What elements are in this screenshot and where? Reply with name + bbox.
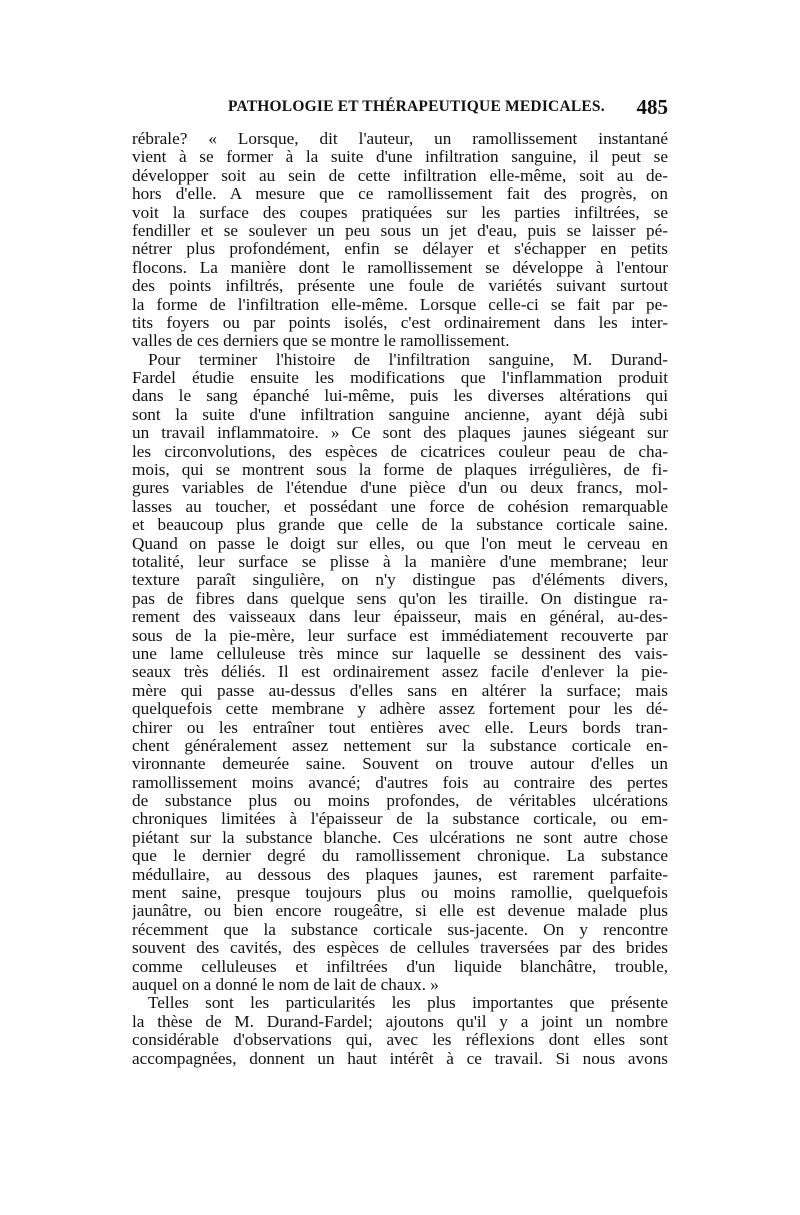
paragraph: [132, 351, 668, 995]
text-line: les circonvolutions, des espèces de cicatrices couleur peau de cha-: [132, 442, 668, 461]
text-line: Pour terminer l'histoire de l'infiltration sanguine, M. Durand-: [148, 350, 668, 369]
text-line: un travail inflammatoire. » Ce sont des plaques jaunes siégeant sur: [132, 424, 668, 443]
text-line: seaux très déliés. Il est ordinairement assez facile d'enlever la pie-: [132, 663, 668, 682]
text-line: valles de ces derniers que se montre le ramollissement.: [132, 332, 510, 351]
text-line: hors d'elle. A mesure que ce ramollissement fait des progrès, on: [132, 185, 668, 204]
text-line: la thèse de M. Durand-Fardel; ajoutons qu'il y a joint un nombre: [132, 1012, 668, 1031]
text-line: flocons. La manière dont le ramollissement se développe à l'entour: [132, 258, 668, 277]
text-line: souvent des cavités, des espèces de cellules traversées par des brides: [132, 939, 668, 958]
text-line: mère qui passe au-dessus d'elles sans en altérer la surface; mais: [132, 681, 668, 700]
running-header: [130, 95, 668, 124]
text-line: récemment que la substance corticale sus-jacente. On y rencontre: [132, 920, 668, 939]
text-line: chent généralement assez nettement sur la substance corticale en-: [132, 736, 668, 755]
text-line: rement des vaisseaux dans leur épaisseur, mais en général, au-des-: [132, 608, 668, 627]
text-line: voit la surface des coupes pratiquées sur les parties infiltrées, se: [132, 203, 668, 222]
text-line: mois, qui se montrent sous la forme de plaques irrégulières, de fi-: [132, 461, 668, 480]
text-line: rébrale? « Lorsque, dit l'auteur, un ramollissement instantané: [132, 130, 668, 148]
text-line: quelquefois cette membrane y adhère assez fortement pour les dé-: [132, 700, 668, 719]
text-line: nétrer plus profondément, enfin se délayer et s'échapper en petits: [132, 240, 668, 259]
text-line: de substance plus ou moins profondes, de véritables ulcérations: [132, 792, 668, 811]
text-line: chroniques limitées à l'épaisseur de la substance corticale, ou em-: [132, 810, 668, 829]
text-line: la forme de l'infiltration elle-même. Lorsque celle-ci se fait par pe-: [132, 295, 668, 314]
text-line: tits foyers ou par points isolés, c'est ordinairement dans les inter-: [132, 313, 668, 332]
text-line: une lame celluleuse très mince sur laquelle se dessinent des vais-: [132, 644, 668, 663]
header-title: PATHOLOGIE ET THÉRAPEUTIQUE MEDICALES.: [228, 98, 605, 115]
text-line: sous de la pie-mère, leur surface est immédiatement recouverte par: [132, 626, 668, 645]
text-line: pas de fibres dans quelque sens qu'on les tiraille. On distingue ra-: [132, 589, 668, 608]
text-line: des points infiltrés, présente une foule de variétés suivant surtout: [132, 277, 668, 296]
text-line: médullaire, au dessous des plaques jaunes, est rarement parfaite-: [132, 865, 668, 884]
text-line: vient à se former à la suite d'une infiltration sanguine, il peut se: [132, 148, 668, 167]
text-line: texture paraît singulière, on n'y distingue pas d'éléments divers,: [132, 571, 668, 590]
text-line: gures variables de l'étendue d'une pièce d'un ou deux francs, mol-: [132, 479, 668, 498]
text-line: accompagnées, donnent un haut intérêt à ce travail. Si nous avons: [132, 1049, 668, 1068]
body-text: [132, 130, 668, 1068]
text-line: comme celluleuses et infiltrées d'un liquide blanchâtre, trouble,: [132, 957, 668, 976]
text-line: jaunâtre, ou bien encore rougeâtre, si elle est devenue malade plus: [132, 902, 668, 921]
text-line: piétant sur la substance blanche. Ces ulcérations ne sont autre chose: [132, 828, 668, 847]
paragraph: [132, 130, 668, 351]
text-line: que le dernier degré du ramollissement chronique. La substance: [132, 847, 668, 866]
text-line: totalité, leur surface se plisse à la manière d'une membrane; leur: [132, 552, 668, 571]
text-line: Fardel étudie ensuite les modifications que l'inflammation produit: [132, 369, 668, 388]
text-line: sont la suite d'une infiltration sanguine ancienne, ayant déjà subi: [132, 405, 668, 424]
text-line: Quand on passe le doigt sur elles, ou que l'on meut le cerveau en: [132, 534, 668, 553]
text-line: fendiller et se soulever un peu sous un jet d'eau, puis se laisser pé-: [132, 221, 668, 240]
text-line: vironnante demeurée saine. Souvent on trouve autour d'elles un: [132, 755, 668, 774]
text-line: auquel on a donné le nom de lait de chaux. »: [132, 975, 439, 994]
text-line: Telles sont les particularités les plus importantes que présente: [148, 994, 668, 1013]
text-line: chirer ou les entraîner tout entières avec elle. Leurs bords tran-: [132, 718, 668, 737]
text-line: lasses au toucher, et possédant une force de cohésion remarquable: [132, 497, 668, 516]
paragraph: [132, 994, 668, 1068]
text-line: ment saine, presque toujours plus ou moins ramollie, quelquefois: [132, 884, 668, 903]
text-line: dans le sang épanché lui-même, puis les diverses altérations qui: [132, 387, 668, 406]
text-line: ramollissement moins avancé; d'autres fois au contraire des pertes: [132, 773, 668, 792]
page-number: 485: [636, 95, 668, 119]
text-line: développer soit au sein de cette infiltration elle-même, soit au de-: [132, 166, 668, 185]
text-line: considérable d'observations qui, avec les réflexions dont elles sont: [132, 1031, 668, 1050]
text-line: et beaucoup plus grande que celle de la substance corticale saine.: [132, 516, 668, 535]
